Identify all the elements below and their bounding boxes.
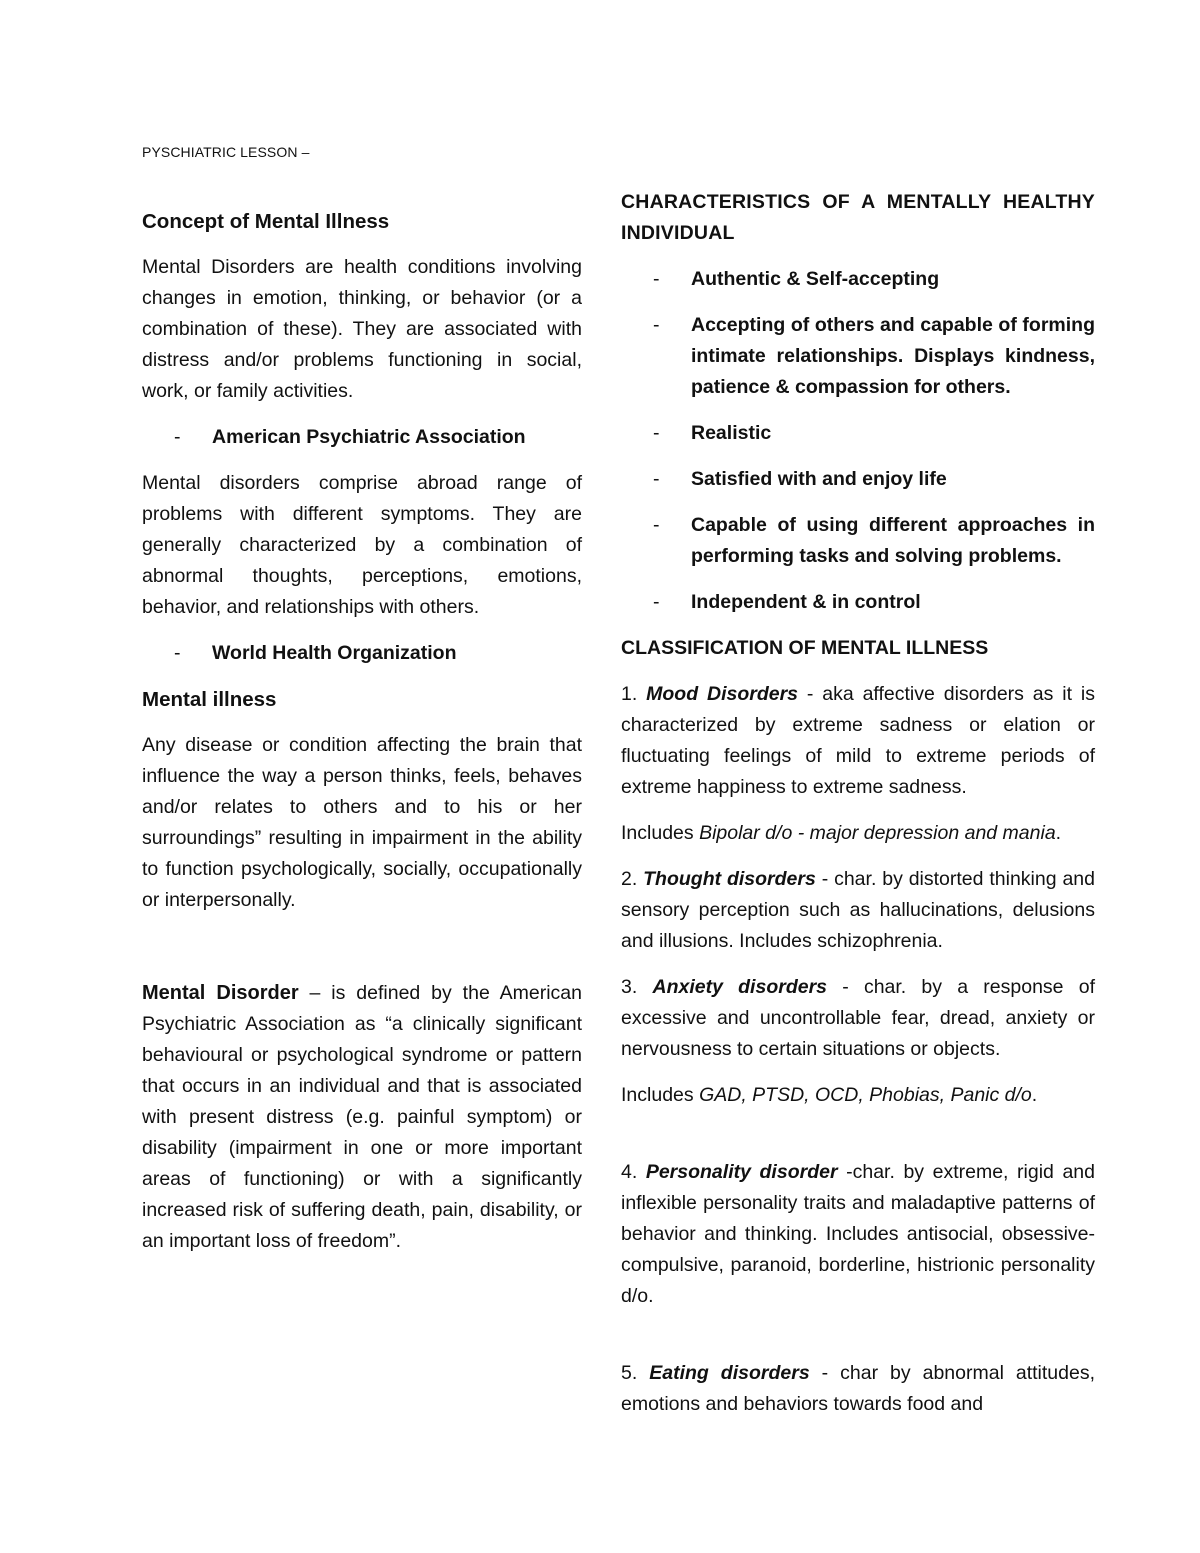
bullet-who [142, 638, 582, 669]
left-column [142, 206, 582, 1257]
characteristic-text: Realistic [691, 422, 772, 444]
bullet-dash: - [653, 591, 660, 613]
item-term: Mood Disorders [646, 683, 799, 705]
includes-prefix: Includes [621, 1084, 700, 1106]
item-text: - char by abnormal attitudes, emotions and behaviors towards food and [621, 1362, 1096, 1415]
includes-italic: GAD, PTSD, OCD, Phobias, Panic d/o [699, 1084, 1032, 1106]
bullet-apa-text: American Psychiatric Association [212, 426, 526, 448]
classification-item-personality [621, 1157, 1095, 1312]
characteristic-item [621, 587, 1095, 618]
item-text: - char. by a response of excessive and uncontrollable fear, dread, anxiety or nervousness to certain situations or objects. [621, 976, 1095, 1060]
characteristic-item [621, 464, 1095, 495]
item-text: - aka affective disorders as it is characterized by extreme sadness or elation or fluctuating feelings of mild to extreme periods of extreme happiness to extreme sadness. [621, 683, 1095, 798]
characteristics-title: CHARACTERISTICS OF A MENTALLY HEALTHY INDIVIDUAL [621, 191, 1095, 244]
item-term: Eating disorders [649, 1362, 810, 1384]
bullet-apa [142, 422, 582, 453]
bullet-dash: - [174, 426, 181, 448]
item-term: Personality disorder [645, 1161, 838, 1183]
item-number: 4. [621, 1161, 646, 1183]
characteristic-item [621, 510, 1095, 572]
mental-illness-title: Mental illness [142, 688, 277, 711]
includes-prefix: Includes [621, 822, 700, 844]
characteristic-text: Accepting of others and capable of forming intimate relationships. Displays kindness, patience & compassion for others. [691, 314, 1095, 398]
characteristic-text: Satisfied with and enjoy life [691, 468, 947, 490]
classification-item-eating [621, 1358, 1095, 1420]
paragraph-mental-illness: Any disease or condition affecting the brain that influence the way a person thinks, feels, behaves and/or relates to others and to his or her surroundings” resulting in impairment in the ability to function psychologically, socially, occupationally or interpersonally. [142, 734, 582, 911]
paragraph-apa-definition: Mental disorders comprise abroad range of problems with different symptoms. They are generally characterized by a combination of abnormal thoughts, perceptions, emotions, behavior, and relationships with others. [142, 472, 582, 618]
paragraph-mental-disorder-definition [142, 978, 582, 1257]
bullet-dash: - [653, 468, 660, 490]
paragraph-mental-disorders: Mental Disorders are health conditions involving changes in emotion, thinking, or behavior (or a combination of these). They are associated with distress and/or problems functioning in social, work, or family activities. [142, 256, 582, 402]
includes-suffix: . [1031, 1084, 1038, 1106]
bullet-dash: - [653, 514, 660, 536]
includes-mood [621, 818, 1095, 849]
item-number: 1. [621, 683, 647, 705]
item-term: Thought disorders [643, 868, 816, 890]
item-number: 2. [621, 868, 644, 890]
bullet-dash: - [653, 422, 660, 444]
document-header: PYSCHIATRIC LESSON – [142, 144, 310, 160]
mental-disorder-term: Mental Disorder [142, 982, 299, 1004]
characteristic-item [621, 310, 1095, 403]
bullet-dash: - [174, 642, 181, 664]
bullet-who-text: World Health Organization [212, 642, 457, 664]
mental-disorder-text: – is defined by the American Psychiatric Association as “a clinically significant behavioural or psychological syndrome or pattern that occurs in an individual and that is associated with present distress (e.g. painful symptom) or disability (impairment in one or more important areas of functioning) or with a significantly increased risk of suffering death, pain, disability, or an important loss of freedom”. [142, 982, 582, 1252]
characteristic-text: Capable of using different approaches in performing tasks and solving problems. [691, 514, 1095, 567]
concept-title: Concept of Mental Illness [142, 210, 390, 233]
characteristic-text: Independent & in control [691, 591, 921, 613]
item-number: 5. [621, 1362, 650, 1384]
item-text: - char. by distorted thinking and sensory perception such as hallucinations, delusions and illusions. Includes schizophrenia. [621, 868, 1095, 952]
item-text: -char. by extreme, rigid and inflexible personality traits and maladaptive patterns of behavior and thinking. Includes antisocial, obsessive-compulsive, paranoid, borderline, histrionic personality d/o. [621, 1161, 1095, 1307]
bullet-dash: - [653, 314, 660, 336]
characteristic-item [621, 264, 1095, 295]
item-term: Anxiety disorders [652, 976, 828, 998]
includes-suffix: . [1055, 822, 1062, 844]
characteristic-item [621, 418, 1095, 449]
includes-italic: Bipolar d/o - major depression and mania [699, 822, 1056, 844]
classification-item-thought [621, 864, 1095, 957]
includes-anxiety [621, 1080, 1095, 1111]
right-column [621, 187, 1095, 1420]
classification-item-mood [621, 679, 1095, 803]
bullet-dash: - [653, 268, 660, 290]
characteristic-text: Authentic & Self-accepting [691, 268, 940, 290]
classification-item-anxiety [621, 972, 1095, 1065]
item-number: 3. [621, 976, 653, 998]
classification-title: CLASSIFICATION OF MENTAL ILLNESS [621, 637, 989, 659]
